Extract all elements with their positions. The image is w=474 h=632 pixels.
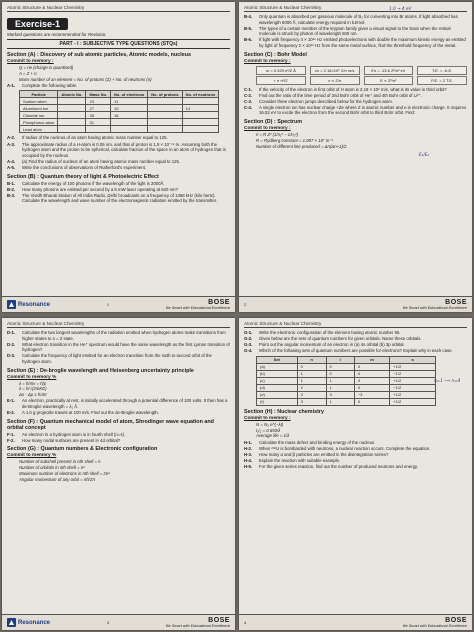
question-text: Which of the following sets of quantum numbers are possible for electrons? Explain why in each case. [259, 348, 453, 354]
question [7, 83, 230, 89]
bse-logo: BOSE [208, 617, 230, 624]
formula-cell: E ∝ Z²/n² [364, 76, 414, 85]
table-cell: 1 [326, 384, 354, 391]
bse-logo: BOSE [445, 617, 467, 624]
table-cell: (d) [257, 384, 298, 391]
table-cell: (c) [257, 377, 298, 384]
tagline: Be Smart with Educational Excellence [403, 306, 467, 310]
table-cell: 18 [111, 112, 148, 119]
handwritten-note: n=1 ⟶ n=4 [434, 378, 461, 383]
question [244, 93, 467, 99]
table-cell: (e) [257, 391, 298, 398]
formula-cell: rn = 0.529 n²/Z Å [256, 66, 306, 75]
table-cell [182, 119, 219, 126]
question-text: A single electron ion has nuclear charge +Ze where Z is atomic number and e is electronic charge. It requires 16.52 eV to excite the electron from the second Bohr orbit to third Bohr orbit. Find: [259, 104, 467, 116]
question-text: What electron transition in the He⁺ spectrum would have the same wavelength as the first Lyman transition of hydrogen? [22, 341, 230, 353]
question-number: H-3. [244, 451, 253, 457]
page-2 [239, 2, 472, 312]
table-cell: (f) [257, 398, 298, 405]
question-number: A-4. [7, 158, 16, 164]
question-text: How many α and β particles are emitted in the disintegration series? [259, 451, 389, 457]
question [7, 342, 230, 353]
table-row [257, 370, 436, 377]
question-text: The Vividh Bharati Station of All India Radio, Delhi broadcasts on a frequency of 1368 kHz (kilo hertz). Calculate the wavelength and wave number of the electromagnetic radiation emitted by the transmitter. [22, 192, 218, 204]
table-row [257, 384, 436, 391]
question [7, 142, 230, 159]
running-header-text: Atomic Structure & Nuclear Chemistry [7, 321, 85, 326]
table-header-cell: n [297, 356, 326, 363]
table-cell [148, 105, 182, 112]
running-header-text: Atomic Structure & Nuclear Chemistry [244, 5, 322, 10]
page-1 [2, 2, 235, 312]
table-row [20, 98, 219, 105]
question-number: H-5. [244, 464, 253, 470]
question-number: G-4. [244, 348, 253, 354]
table-cell: +1/2 [390, 391, 436, 398]
table-cell [148, 112, 182, 119]
table-cell: 2 [297, 384, 326, 391]
page-number: 1 [106, 302, 110, 307]
table-cell [148, 119, 182, 126]
particle-table [19, 90, 219, 133]
question-number: C-2. [244, 92, 253, 98]
table-header-cell: Particle [20, 91, 58, 98]
question-number: G-2. [244, 336, 253, 342]
formula: A = Z + n [19, 70, 37, 76]
commit-to-memory: Commit to memory : [244, 58, 291, 64]
table-cell: 1 [326, 398, 354, 405]
table-cell [148, 98, 182, 105]
question-number: E-1. [7, 398, 15, 404]
table-cell [58, 105, 86, 112]
question [7, 181, 230, 187]
running-header [244, 321, 467, 328]
question [7, 330, 230, 341]
formula: Maximum number of electrons in nth shell = 2n² [19, 471, 110, 477]
question-number: F-1. [7, 431, 15, 437]
formula: λ = h/mv = h/p [19, 380, 47, 386]
table-cell: 0 [326, 363, 354, 370]
question-number: G-1. [244, 330, 253, 335]
formula-cell: v ∝ Z/n [310, 76, 360, 85]
question-number: B-4. [244, 14, 253, 19]
question-text: The types of a certain member of the krypton family gives a visual signal to the brain when the retinal molecule is struck by photon of wavelength 600 nm. [259, 25, 451, 37]
table-cell: 0 [354, 377, 389, 384]
table-cell: −3 [354, 391, 389, 398]
table-cell: 10 [111, 105, 148, 112]
formula: Number of different line produced = Δn(Δn+1)/2 [256, 143, 347, 149]
tagline: Be Smart with Educational Excellence [403, 624, 467, 628]
question-text: Calculate the frequency of light emitted for an electron transition from the sixth to second orbit of the hydrogen atom. [22, 353, 212, 364]
table-cell: (a) [257, 363, 298, 370]
question [7, 410, 230, 416]
table-cell: 0 [326, 370, 354, 377]
bse-logo: BOSE [445, 299, 467, 306]
question-text: (a) Find the radius of nucleus of an atom having atomic mass number equal to 125. [22, 158, 181, 164]
question-number: E-2. [7, 410, 15, 416]
table-cell [58, 126, 86, 133]
table-cell: 27 [86, 105, 111, 112]
running-header [7, 5, 230, 12]
brand-name: Resonance [18, 301, 51, 308]
running-header-text: Atomic Structure & Nuclear Chemistry [244, 321, 322, 326]
question [7, 438, 230, 444]
running-header [7, 321, 230, 328]
table-cell [182, 126, 219, 133]
resonance-logo-icon [7, 618, 16, 627]
question [244, 348, 467, 354]
question-text: How many nodal surfaces are present in 4d orbital? [22, 437, 121, 443]
formula-cell: vn = 2.18×10⁶ Z/n m/s [310, 66, 360, 75]
table-cell: 35 [86, 112, 111, 119]
tagline: Be Smart with Educational Excellence [166, 306, 230, 310]
question [244, 458, 467, 464]
question-number: A-5. [7, 164, 16, 170]
question-text: Explain the reaction with suitable example. [259, 458, 341, 464]
question [7, 432, 230, 438]
table-cell: Chloride ion [20, 112, 58, 119]
table-cell: 0 [354, 370, 389, 377]
resonance-logo [7, 618, 50, 627]
formula: Δx · Δp ≥ h/4π [19, 392, 47, 398]
commit-to-memory: Commit to memory : [244, 415, 291, 421]
question [244, 336, 467, 342]
page-number: 3 [106, 620, 110, 625]
question-text: The approximate radius of a H-atom is 0.05 nm, and that of proton is 1.5 × 10⁻¹⁵ m. Assuming both the hydrogen atom and the proton to be spherical, calculate fraction of the space in an atom of hydrogen that is occupied by the nucleus. [22, 141, 226, 158]
formula: Average life = 1/λ [256, 433, 290, 439]
table-cell: −1/2 [390, 370, 436, 377]
exercise-title: Exercise-1 [7, 18, 68, 30]
question [244, 464, 467, 470]
page-footer [239, 614, 472, 630]
formula: ν̄ = R Z² (1/n₁² − 1/n₂²) [256, 132, 299, 138]
table-header-cell: l [326, 356, 354, 363]
question [7, 193, 230, 204]
page-footer [2, 614, 235, 630]
table-cell: +1/2 [390, 377, 436, 384]
handwritten-note: 1.0 → 4 eV [389, 6, 412, 11]
table-cell: Aluminium ion [20, 105, 58, 112]
page-footer [239, 296, 472, 312]
table-cell: 0 [354, 384, 389, 391]
section-e-title: Section (E) : De-broglie wavelength and Heisenberg uncertainty principle [7, 367, 194, 374]
section-a-title: Section (A) : Discovery of sub atomic particles, Atomic models, nucleus [7, 52, 192, 58]
formula: N = N₀ e^(−λt) [256, 421, 284, 427]
question [244, 99, 467, 105]
table-cell: 0 [354, 398, 389, 405]
table-header-cell: No. of protons [148, 91, 182, 98]
question-text: Write the conclusions of observations of Rutherford's experiment. [22, 164, 146, 170]
formula: R = Rydberg constant = 1.097 × 10⁷ m⁻¹ [256, 137, 334, 143]
question-number: C-1. [244, 86, 253, 92]
question-text: If radius of the nucleus of an atom having atomic mass number equal to 125. [22, 135, 168, 141]
formula: λ = h/√(2mKE) [19, 386, 47, 392]
resonance-logo-icon [7, 300, 16, 309]
formula: Angular momentum of any orbit = nh/2π [19, 476, 96, 482]
table-row [257, 363, 436, 370]
question [244, 37, 467, 48]
table-cell [86, 126, 111, 133]
commit-to-memory: Commit to memory % [7, 453, 57, 459]
table-cell: Phosphorus atom [20, 119, 58, 126]
question [244, 440, 467, 446]
table-cell: +1/2 [390, 398, 436, 405]
page-3 [2, 318, 235, 630]
question [7, 398, 230, 409]
question-number: B-2. [7, 186, 16, 192]
question-text: Calculate the mass defect and binding energy of the nucleus. [259, 439, 376, 445]
table-row [257, 377, 436, 384]
table-row [20, 112, 219, 119]
table-cell: 14 [182, 105, 219, 112]
part-heading: PART - I : SUBJECTIVE TYPE QUESTIONS (STQs) [7, 39, 230, 49]
page-number: 2 [244, 302, 247, 307]
question-number: D-1. [7, 330, 16, 335]
table-cell [58, 112, 86, 119]
table-row [20, 105, 219, 112]
question [244, 87, 467, 93]
bse-logo: BOSE [208, 299, 230, 306]
question-number: B-6. [244, 37, 253, 43]
question-text: Consider three electron jumps described below for the hydrogen atom. [259, 98, 393, 104]
question-text: Calculate the energy of 100 photons if the wavelength of the light is 2000Å. [22, 180, 165, 186]
table-cell: 3 [326, 391, 354, 398]
question-number: D-2. [7, 341, 16, 347]
table-header-cell: m [354, 356, 389, 363]
formula: Q = ne (charge is quantised) [19, 65, 74, 70]
section-c-title: Section (C) : Bohr Model [244, 51, 307, 58]
table-cell: 0 [354, 363, 389, 370]
table-header-cell: No. of electrons [111, 91, 148, 98]
question-number: B-3. [7, 192, 16, 198]
section-g-title: Section (G) : Quantum numbers & Electronic configuration [7, 446, 158, 453]
question-number: C-3. [244, 98, 253, 104]
table-cell: (b) [257, 370, 298, 377]
table-cell: 3 [297, 398, 326, 405]
commit-to-memory: Commit to memory % [7, 374, 57, 380]
table-cell: 1 [297, 370, 326, 377]
bohr-formula-grid [256, 66, 467, 85]
commit-to-memory: Commit to memory : [244, 126, 291, 132]
question [244, 452, 467, 458]
question-text: Find out the ratio of the time period of 2nd Bohr orbit of He⁺ and 4th Bohr orbit of Li²⁺. [259, 92, 422, 98]
section-d-title: Section (D) : Spectrum [244, 119, 303, 126]
question-text: Write the electronic configuration of the element having atomic number 55. [259, 330, 401, 335]
question-text: Given below are the sets of quantum numbers for given orbitals. Name these orbitals. [259, 336, 422, 342]
question-number: F-2. [7, 437, 15, 443]
table-cell: −1/2 [390, 384, 436, 391]
question-number: B-1. [7, 180, 16, 186]
question [7, 135, 230, 141]
question [244, 342, 467, 348]
question-text: If light with frequency 4 × 10¹⁵ Hz emitted photoelectrons with double the maximum kinetic energy as emitted by light of frequency 2 × 10¹⁵ Hz from the same metal surface, find the threshold frequency of the metal. [259, 37, 466, 48]
question-number: C-4. [244, 104, 253, 110]
running-header [244, 5, 467, 12]
table-cell [111, 119, 148, 126]
question-number: A-1. [7, 82, 16, 88]
question-text: An electron in a hydrogen atom is in fourth shell (n=4). [22, 431, 126, 437]
running-header-text: Atomic Structure & Nuclear Chemistry [7, 5, 85, 10]
question-text: Calculate the two longest wavelengths of the radiation emitted when hydrogen atoms make transitions from higher states to n = 2 state. [22, 330, 226, 341]
question-number: A-2. [7, 135, 16, 141]
formula-cell: T.E. = -K.E. [417, 66, 467, 75]
section-b-title: Section (B) : Quantum theory of light & Photoelectric Effect [7, 173, 159, 180]
table-cell [182, 98, 219, 105]
question [244, 26, 467, 37]
formula-cell: r ∝ n²/Z [256, 76, 306, 85]
question [244, 14, 467, 25]
question [7, 159, 230, 165]
table-cell [111, 126, 148, 133]
question-text: For the given series reaction, find out the number of produced neutrons and energy. [259, 464, 419, 470]
page-4 [239, 318, 472, 630]
question-text: How many photons are emitted per second by a 5 mW laser operating at 620 nm? [22, 186, 178, 192]
question-number: D-3. [7, 353, 16, 359]
question [244, 446, 467, 452]
revision-note: Marked questions are recommended for Revision. [7, 32, 107, 37]
question-text: If the velocity of the electron in first orbit of H atom is 2.18 × 10⁶ m/s, what is its value in third orbit? [259, 86, 447, 92]
table-header-cell: Mass No. [86, 91, 111, 98]
handwritten-note: E₁/E₂ [419, 152, 430, 157]
table-row [257, 398, 436, 405]
table-cell: 0 [297, 363, 326, 370]
question-text: Only quantum is absorbed per gaseous molecule of B₂ for converting into Br atoms. If light absorbed has wavelength 5000 Å, calculate energy required in kJ/mol. [259, 14, 458, 25]
page-number: 4 [244, 620, 247, 625]
table-row [20, 119, 219, 126]
table-cell: Sodium atom [20, 98, 58, 105]
table-row [257, 391, 436, 398]
table-cell: 3 [297, 391, 326, 398]
table-cell: 23 [86, 98, 111, 105]
question [244, 330, 467, 336]
formula: Number of subshell present in nth shell = n [19, 459, 101, 465]
table-header-cell: No. of neutrons [182, 91, 219, 98]
table-cell: 11 [111, 98, 148, 105]
question-text: An electron, practically at rest, is initially accelerated through a potential difference of 100 volts. It then has a de-Broglie wavelength = λ₁ Å. [22, 398, 228, 410]
table-cell: 1 [297, 377, 326, 384]
question [7, 187, 230, 193]
question-number: H-2. [244, 445, 253, 451]
section-f-title: Section (F) : Quantum mechanical model of atom, Shrodinger wave equation and orbital concept [7, 418, 214, 431]
question-text: Complete the following table. [22, 82, 78, 88]
table-cell: 31 [86, 119, 111, 126]
question [244, 105, 467, 116]
formula-cell: En = -13.6 Z²/n² eV [364, 66, 414, 75]
table-cell: 1 [326, 377, 354, 384]
question-number: B-5. [244, 25, 253, 31]
table-cell: +1/2 [390, 363, 436, 370]
resonance-logo [7, 300, 50, 309]
table-cell [58, 119, 86, 126]
table-header-cell: s [390, 356, 436, 363]
table-cell: Lead atom [20, 126, 58, 133]
quantum-number-table [256, 356, 436, 406]
question [7, 165, 230, 171]
formula-cell: P.E. = 2 T.E. [417, 76, 467, 85]
tagline: Be Smart with Educational Excellence [166, 624, 230, 628]
question-text: Point out the angular momentum of an electron in (a) 4s orbital (b) 3p orbital. [259, 342, 405, 348]
formula: Number of orbitals in nth shell = n² [19, 465, 85, 471]
page-footer [2, 296, 235, 312]
question-number: G-3. [244, 342, 253, 348]
table-header-cell: Atomic No. [58, 91, 86, 98]
question-text: A 1.0 g projectile travels at 100 m/s. Find out the de-Broglie wavelength. [22, 410, 159, 416]
question [7, 353, 230, 364]
section-h-title: Section (H) : Nuclear chemistry [244, 408, 324, 415]
question-number: H-1. [244, 439, 253, 445]
formula: t₁/₂ = 0.693/λ [256, 427, 281, 433]
formula: Mass number of an element = No. of protons (Z) + No. of neutrons (n) [19, 76, 152, 82]
table-cell [148, 126, 182, 133]
brand-name: Resonance [18, 619, 51, 626]
table-header-cell: Set [257, 356, 298, 363]
table-cell [182, 112, 219, 119]
table-cell [58, 98, 86, 105]
question-number: H-4. [244, 458, 253, 464]
question-number: A-3. [7, 141, 16, 147]
table-row [20, 126, 219, 133]
commit-to-memory: Commit to memory : [7, 59, 54, 64]
question-text: When ²³⁸U is bombarded with neutrons, a nuclear reaction occurs. Complete the equation. [259, 445, 431, 451]
